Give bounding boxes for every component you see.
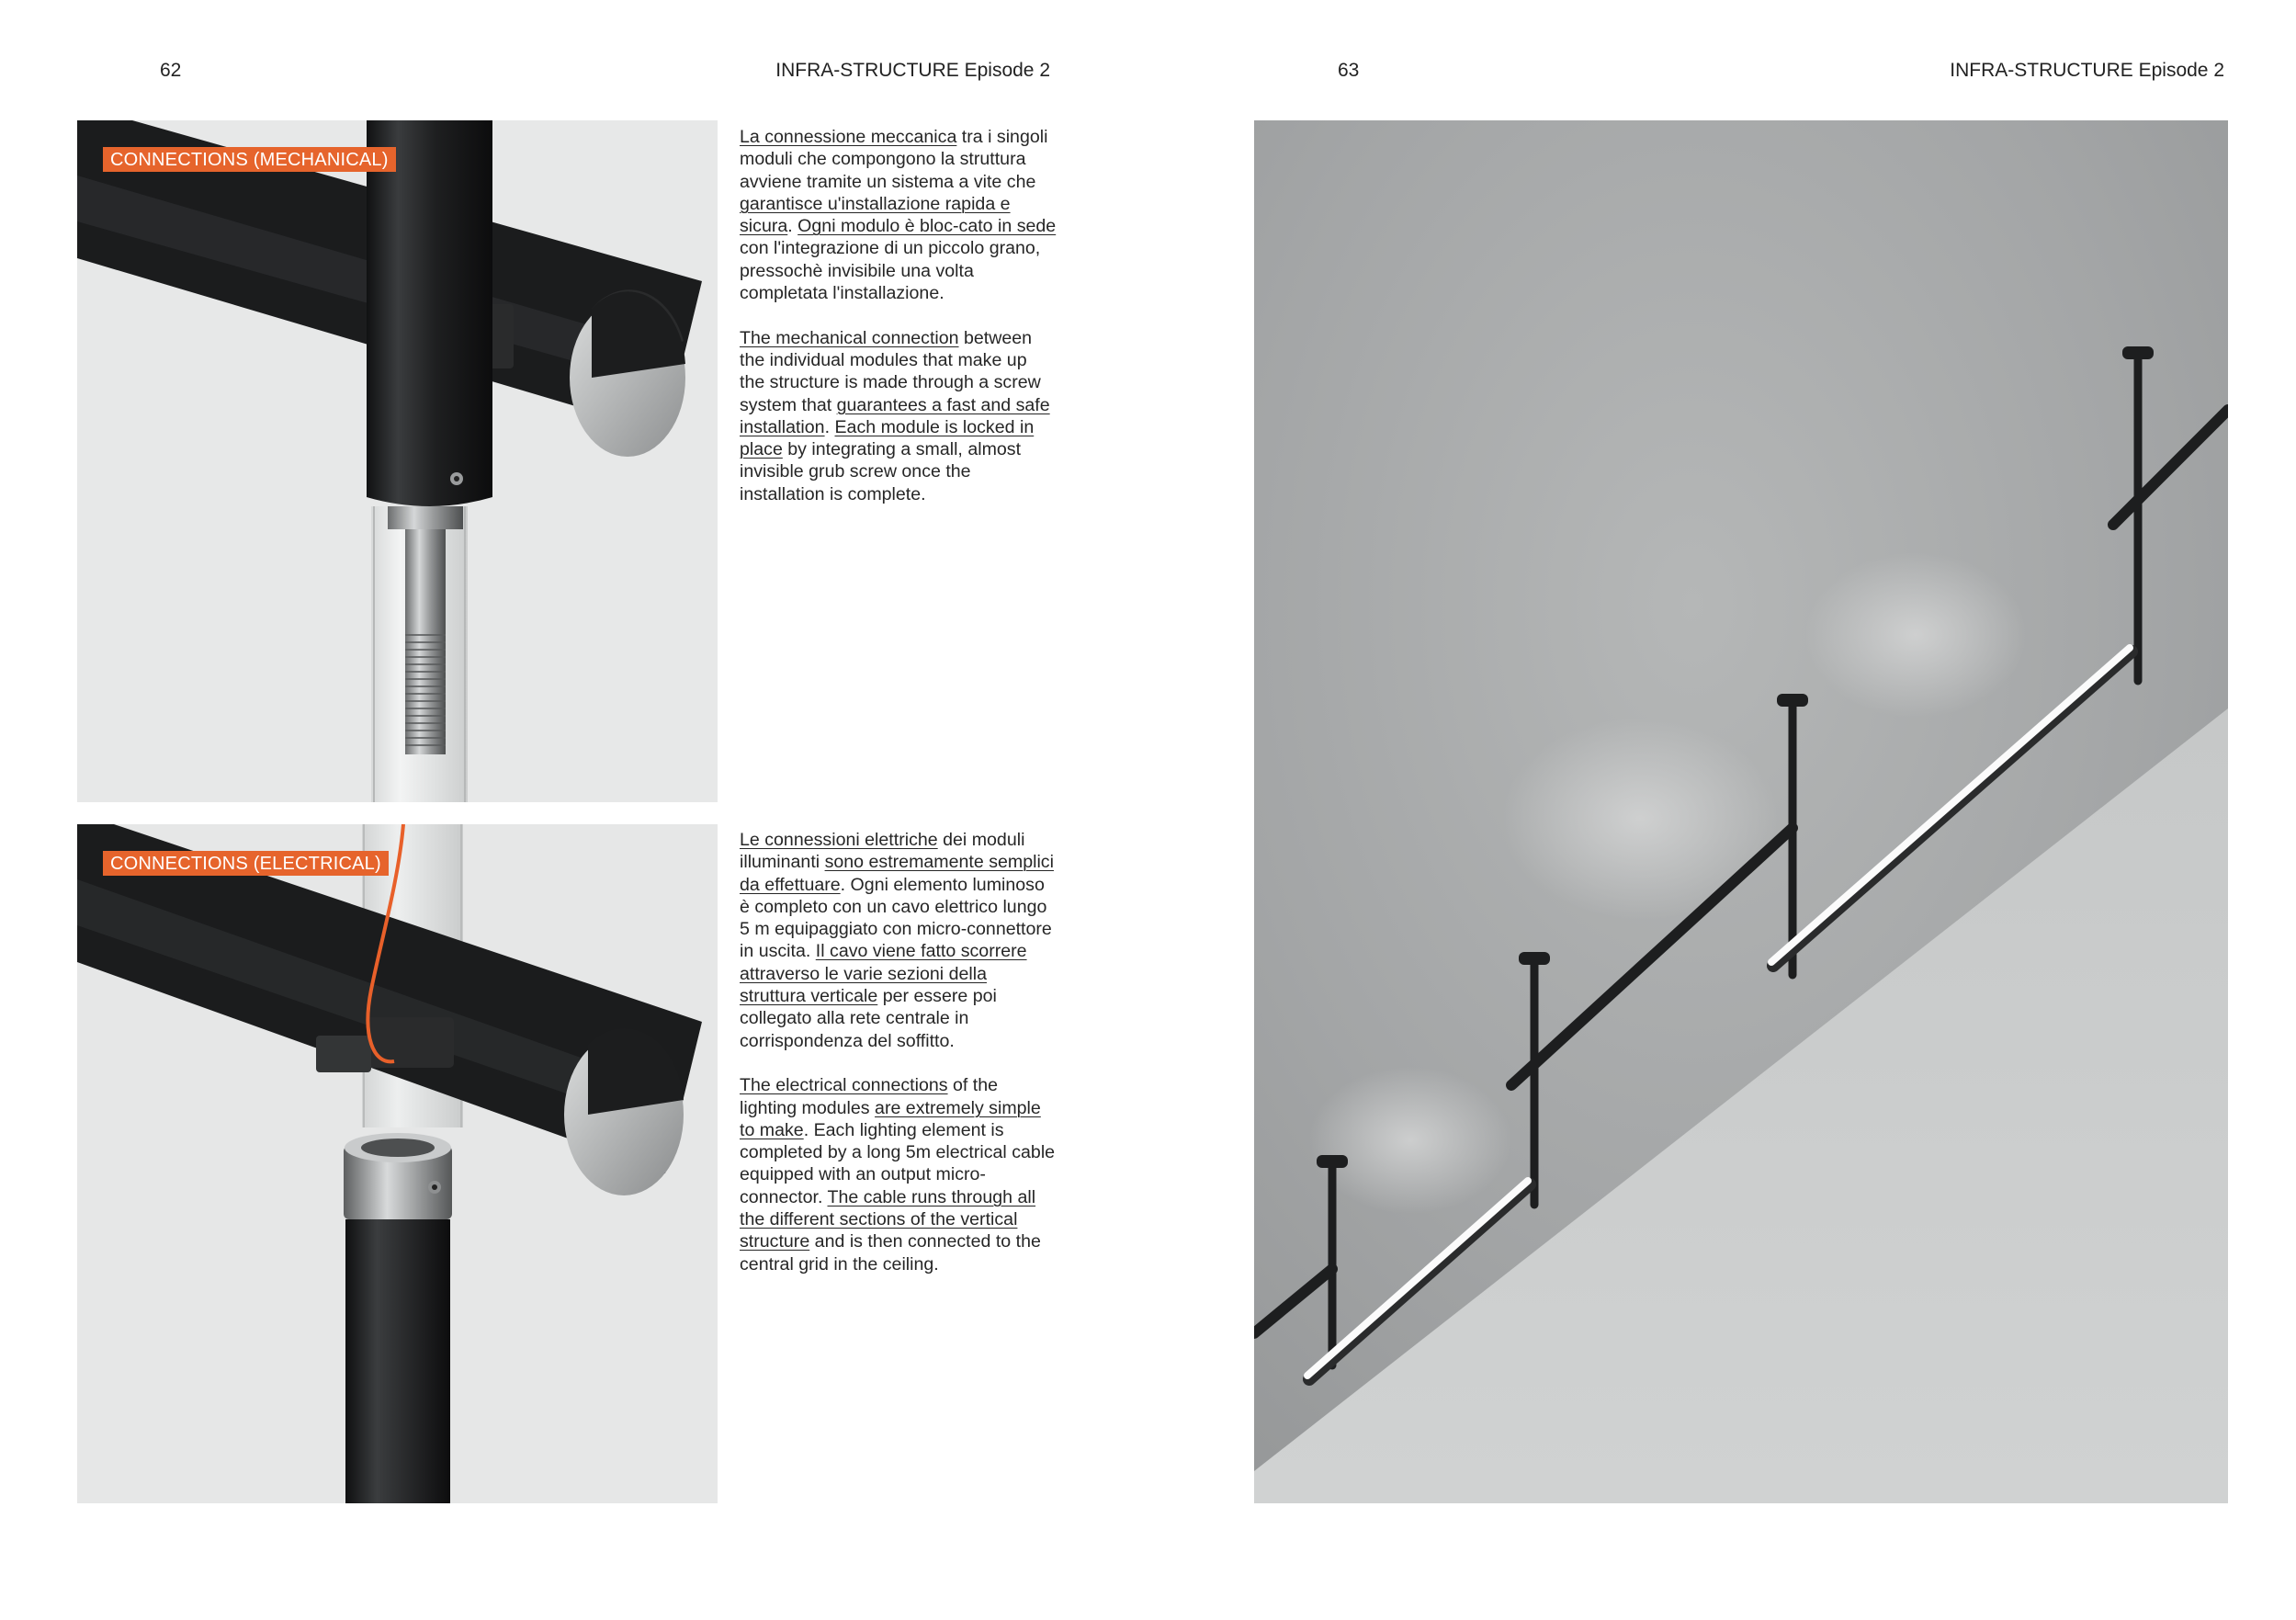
page-number-left: 62	[160, 60, 182, 81]
text-run: tra i singoli moduli che compongono la struttura avviene tramite un sistema a vite che	[740, 127, 1048, 192]
text-run: con l'integrazione di un piccolo grano, pressochè invisibile una volta completata l'installazione.	[740, 238, 1041, 304]
underlined-phrase: garantisce u'installazione rapida e sicura	[740, 193, 1011, 237]
text-run: between the individual modules that make up the structure is made through a screw system that	[740, 327, 1041, 415]
underlined-phrase: The mechanical connection	[740, 327, 959, 348]
underlined-phrase: The cable runs through all the different sections of the vertical structure	[740, 1186, 1036, 1252]
text-run: .	[787, 216, 798, 237]
underlined-phrase: Il cavo viene fatto scorrere attraverso le varie sezioni della struttura verticale	[740, 941, 1027, 1007]
figure-electrical-connection	[77, 824, 718, 1503]
paragraph-electrical-en	[740, 1074, 1057, 1275]
paragraph-mechanical-en	[740, 327, 1057, 505]
underlined-phrase: The electrical connections	[740, 1075, 948, 1096]
paragraph-mechanical-it	[740, 126, 1057, 304]
tag-connections-mechanical: CONNECTIONS (MECHANICAL)	[103, 147, 396, 172]
text-run: by integrating a small, almost invisible grub screw once the installation is complete.	[740, 439, 1022, 504]
tag-connections-electrical: CONNECTIONS (ELECTRICAL)	[103, 851, 389, 876]
text-run: .	[824, 416, 835, 437]
underlined-phrase: are extremely simple to make	[740, 1097, 1041, 1140]
text-run: . Ogni elemento luminoso è completo con un cavo elettrico lungo 5 m equipaggiato con micro-connettore in uscita.	[740, 874, 1052, 962]
running-head-right: INFRA-STRUCTURE Episode 2	[1950, 60, 2224, 81]
underlined-phrase: Ogni modulo è bloc-cato in sede	[797, 216, 1057, 237]
figure-mechanical-connection	[77, 120, 718, 802]
mechanical-connection-illustration	[77, 120, 718, 802]
text-run: dei moduli illuminanti	[740, 830, 1025, 873]
running-head-left: INFRA-STRUCTURE Episode 2	[775, 60, 1050, 81]
text-electrical-connection	[740, 829, 1057, 1297]
ceiling-lighting-photo	[1254, 120, 2228, 1503]
underlined-phrase: Le connessioni elettriche	[740, 830, 938, 850]
paragraph-electrical-it	[740, 829, 1057, 1052]
text-run: . Each lighting element is completed by a long 5m electrical cable equipped with an output micro-connector.	[740, 1119, 1056, 1207]
text-mechanical-connection	[740, 126, 1057, 527]
underlined-phrase: La connessione meccanica	[740, 127, 957, 147]
text-run: per essere poi collegato alla rete centrale in corrispondenza del soffitto.	[740, 986, 997, 1051]
underlined-phrase: guarantees a fast and safe installation	[740, 394, 1050, 437]
electrical-connection-illustration	[77, 824, 718, 1503]
figure-installation-photo	[1254, 120, 2228, 1503]
text-run: of the lighting modules	[740, 1075, 999, 1118]
page-number-right: 63	[1338, 60, 1360, 81]
underlined-phrase: sono estremamente semplici da effettuare	[740, 852, 1054, 895]
underlined-phrase: Each module is locked in place	[740, 416, 1035, 460]
text-run: and is then connected to the central grid in the ceiling.	[740, 1231, 1041, 1274]
